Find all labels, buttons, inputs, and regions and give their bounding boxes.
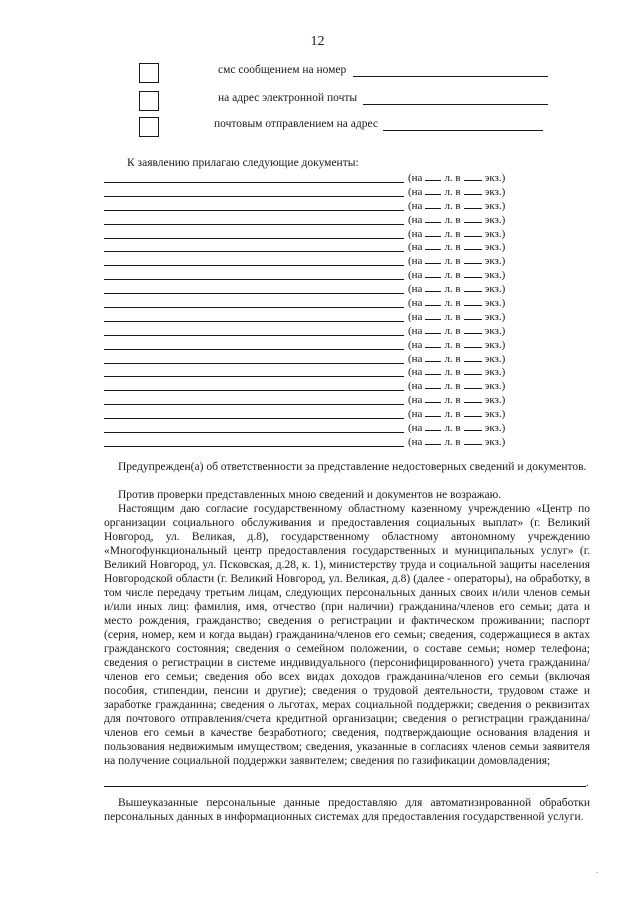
document-name-field[interactable]: [104, 393, 404, 405]
documents-list: [104, 171, 524, 449]
postal-address-field[interactable]: [383, 117, 543, 131]
document-meta: [408, 198, 505, 212]
copies-field[interactable]: [464, 253, 482, 264]
document-meta-pages: л. в: [444, 324, 461, 337]
document-meta-pages: л. в: [444, 422, 461, 435]
document-meta: [408, 267, 505, 281]
document-meta: [408, 378, 505, 392]
document-meta-open: (на: [408, 269, 423, 282]
document-meta-pages: л. в: [444, 241, 461, 254]
document-row: [104, 240, 524, 254]
document-meta-pages: л. в: [444, 352, 461, 365]
delivery-option-email: [0, 91, 635, 113]
document-meta-open: (на: [408, 366, 423, 379]
pages-field[interactable]: [425, 434, 441, 445]
document-meta: [408, 434, 505, 448]
pages-field[interactable]: [425, 226, 441, 237]
document-meta-open: (на: [408, 213, 423, 226]
document-meta-open: (на: [408, 241, 423, 254]
pages-field[interactable]: [425, 337, 441, 348]
copies-field[interactable]: [464, 239, 482, 250]
stray-mark: .: [596, 866, 598, 875]
pages-field[interactable]: [425, 364, 441, 375]
copies-field[interactable]: [464, 406, 482, 417]
document-meta-copies: экз.): [484, 324, 506, 337]
document-row: [104, 227, 524, 241]
document-meta-pages: л. в: [444, 255, 461, 268]
document-meta-pages: л. в: [444, 394, 461, 407]
document-name-field[interactable]: [104, 185, 404, 197]
copies-field[interactable]: [464, 309, 482, 320]
document-meta-copies: экз.): [484, 297, 506, 310]
document-meta: [408, 351, 505, 365]
warning-text: об ответственности за представление недостоверных сведений и документов.: [206, 461, 587, 473]
document-meta-open: (на: [408, 422, 423, 435]
pages-field[interactable]: [425, 406, 441, 417]
document-row: [104, 407, 524, 421]
document-row: [104, 393, 524, 407]
copies-field[interactable]: [464, 198, 482, 209]
document-row: [104, 199, 524, 213]
no-objection-paragraph: Против проверки представленных мною сведений и документов не возражаю.: [118, 489, 502, 501]
document-meta-copies: экз.): [484, 310, 506, 323]
document-meta: [408, 184, 505, 198]
post-label: почтовым отправлением на адрес: [214, 118, 378, 130]
sms-checkbox[interactable]: [139, 63, 159, 83]
document-meta-copies: экз.): [484, 380, 506, 393]
document-meta-open: (на: [408, 185, 423, 198]
document-meta-copies: экз.): [484, 227, 506, 240]
pages-field[interactable]: [425, 309, 441, 320]
documents-heading: К заявлению прилагаю следующие документы:: [127, 157, 359, 169]
document-name-field[interactable]: [104, 171, 404, 183]
document-name-field[interactable]: [104, 227, 404, 239]
document-meta: [408, 281, 505, 295]
document-name-field[interactable]: [104, 254, 404, 266]
document-row: [104, 213, 524, 227]
copies-field[interactable]: [464, 267, 482, 278]
document-meta-copies: экз.): [484, 366, 506, 379]
document-row: [104, 296, 524, 310]
document-meta-open: (на: [408, 435, 423, 448]
document-meta-open: (на: [408, 310, 423, 323]
document-meta: [408, 212, 505, 226]
copies-field[interactable]: [464, 226, 482, 237]
document-meta-copies: экз.): [484, 199, 506, 212]
document-name-field[interactable]: [104, 282, 404, 294]
document-meta: [408, 253, 505, 267]
document-meta: [408, 323, 505, 337]
document-meta-copies: экз.): [484, 269, 506, 282]
email-address-field[interactable]: [363, 91, 548, 105]
separator-dot: .: [586, 777, 589, 789]
pages-field[interactable]: [425, 281, 441, 292]
email-checkbox[interactable]: [139, 91, 159, 111]
document-name-field[interactable]: [104, 296, 404, 308]
document-meta-copies: экз.): [484, 338, 506, 351]
pages-field[interactable]: [425, 170, 441, 181]
document-name-field[interactable]: [104, 324, 404, 336]
document-row: [104, 324, 524, 338]
document-name-field[interactable]: [104, 338, 404, 350]
document-meta-open: (на: [408, 408, 423, 421]
automated-processing-paragraph: Вышеуказанные персональные данные предоставляю для автоматизированной обработки персональных данных в информационных системах для предоставления государственной услуги.: [104, 797, 590, 823]
document-meta-pages: л. в: [444, 185, 461, 198]
document-row: [104, 365, 524, 379]
pages-field[interactable]: [425, 184, 441, 195]
document-meta-pages: л. в: [444, 213, 461, 226]
document-meta-copies: экз.): [484, 408, 506, 421]
copies-field[interactable]: [464, 351, 482, 362]
document-row: [104, 268, 524, 282]
copies-field[interactable]: [464, 392, 482, 403]
copies-field[interactable]: [464, 295, 482, 306]
copies-field[interactable]: [464, 170, 482, 181]
document-meta-copies: экз.): [484, 352, 506, 365]
consent-paragraph: Настоящим даю согласие государственному областному казенному учреждению «Центр по организации социального обслуживания и предоставления социальных выплат» (г. Великий Новгород, ул. Великая, д.8), государственному областному автономному учреждению «Многофункциональный центр предоставления государственных и муниципальных услуг» (г. Великий Новгород, ул. Псковская, д.28, к. 1), министерству труда и социальной защиты населения Новгородской области (г. Великий Новгород, ул. Великая, д.8) (далее - операторы), на обработку, в том числе передачу третьим лицам, следующих персональных данных своих и/или членов семьи и/или иных лиц: фамилия, имя, отчество (при наличии) гражданина/членов его семьи; дата и место рождения, гражданство; сведения о регистрации и фактическом проживании; паспорт (серия, номер, кем и когда выдан) гражданина/членов его семьи; сведения, содержащиеся в актах гражданского состояния; сведения о семейном положении, о составе семьи; номер телефона; сведения о регистрации в системе индивидуального (персонифицированного) учета гражданина/членов его семьи; сведения обо всех видах доходов гражданина/членов его семьи (включая пособия, стипендии, пенсии и другие); сведения о трудовой деятельности, трудовом стаже и заработке гражданина; сведения о льготах, мерах социальной поддержки; сведения о реквизитах для почтового отправления/счета кредитной организации; сведения о регистрации гражданина/членов его семьи в качестве безработного; сведения, подтверждающие основания владения и пользования недвижимым имуществом; сведения, указанные в согласиях членов семьи заявителя на получение социальной поддержки заявителем; сведения по газификации домовладения;: [104, 503, 590, 767]
document-name-field[interactable]: [104, 213, 404, 225]
document-meta-pages: л. в: [444, 227, 461, 240]
pages-field[interactable]: [425, 267, 441, 278]
document-meta-open: (на: [408, 324, 423, 337]
document-row: [104, 338, 524, 352]
document-meta: [408, 295, 505, 309]
document-meta-pages: л. в: [444, 199, 461, 212]
document-meta-pages: л. в: [444, 269, 461, 282]
delivery-option-post: [0, 117, 635, 139]
document-meta-pages: л. в: [444, 310, 461, 323]
pages-field[interactable]: [425, 323, 441, 334]
document-name-field[interactable]: [104, 268, 404, 280]
warning-paragraph: [104, 460, 590, 474]
pages-field[interactable]: [425, 239, 441, 250]
document-row: [104, 171, 524, 185]
document-meta-copies: экз.): [484, 435, 506, 448]
document-meta-pages: л. в: [444, 172, 461, 184]
document-meta-pages: л. в: [444, 408, 461, 421]
document-meta-open: (на: [408, 199, 423, 212]
document-row: [104, 254, 524, 268]
sms-number-field[interactable]: [353, 63, 548, 77]
document-row: [104, 282, 524, 296]
document-meta-open: (на: [408, 352, 423, 365]
document-meta-copies: экз.): [484, 213, 506, 226]
email-label: на адрес электронной почты: [218, 92, 358, 104]
copies-field[interactable]: [464, 337, 482, 348]
copies-field[interactable]: [464, 420, 482, 431]
document-meta-copies: экз.): [484, 283, 506, 296]
copies-field[interactable]: [464, 323, 482, 334]
document-meta: [408, 226, 505, 240]
document-name-field[interactable]: [104, 240, 404, 252]
document-meta-pages: л. в: [444, 297, 461, 310]
document-meta-pages: л. в: [444, 366, 461, 379]
document-name-field[interactable]: [104, 435, 404, 447]
document-row: [104, 352, 524, 366]
document-name-field[interactable]: [104, 365, 404, 377]
copies-field[interactable]: [464, 281, 482, 292]
document-name-field[interactable]: [104, 310, 404, 322]
document-meta-copies: экз.): [484, 241, 506, 254]
document-name-field[interactable]: [104, 379, 404, 391]
document-row: [104, 379, 524, 393]
document-row: [104, 421, 524, 435]
pages-field[interactable]: [425, 212, 441, 223]
copies-field[interactable]: [464, 364, 482, 375]
pages-field[interactable]: [425, 392, 441, 403]
document-meta-pages: л. в: [444, 435, 461, 448]
document-name-field[interactable]: [104, 407, 404, 419]
delivery-option-sms: [0, 63, 635, 85]
document-meta-copies: экз.): [484, 172, 506, 184]
document-meta-open: (на: [408, 380, 423, 393]
document-meta-pages: л. в: [444, 283, 461, 296]
pages-field[interactable]: [425, 420, 441, 431]
sms-label: смс сообщением на номер: [218, 64, 347, 76]
warning-prefix: Предупрежден(а): [118, 461, 204, 473]
document-meta-copies: экз.): [484, 394, 506, 407]
document-meta-open: (на: [408, 227, 423, 240]
document-meta-open: (на: [408, 283, 423, 296]
document-row: [104, 435, 524, 449]
document-row: [104, 185, 524, 199]
page-number: 12: [310, 34, 325, 49]
pages-field[interactable]: [425, 378, 441, 389]
document-name-field[interactable]: [104, 352, 404, 364]
document-meta-copies: экз.): [484, 185, 506, 198]
document-meta: [408, 309, 505, 323]
document-meta-open: (на: [408, 172, 423, 184]
consent-extra-line[interactable]: [104, 786, 586, 787]
document-name-field[interactable]: [104, 421, 404, 433]
copies-field[interactable]: [464, 212, 482, 223]
document-meta: [408, 364, 505, 378]
document-meta: [408, 239, 505, 253]
copies-field[interactable]: [464, 378, 482, 389]
pages-field[interactable]: [425, 295, 441, 306]
post-checkbox[interactable]: [139, 117, 159, 137]
document-meta-copies: экз.): [484, 422, 506, 435]
document-meta-copies: экз.): [484, 255, 506, 268]
document-row: [104, 310, 524, 324]
document-meta-pages: л. в: [444, 380, 461, 393]
document-meta-open: (на: [408, 255, 423, 268]
document-meta-open: (на: [408, 338, 423, 351]
document-meta-open: (на: [408, 297, 423, 310]
document-meta-open: (на: [408, 394, 423, 407]
copies-field[interactable]: [464, 434, 482, 445]
pages-field[interactable]: [425, 198, 441, 209]
document-meta: [408, 170, 505, 184]
pages-field[interactable]: [425, 253, 441, 264]
document-meta: [408, 337, 505, 351]
pages-field[interactable]: [425, 351, 441, 362]
document-meta: [408, 392, 505, 406]
copies-field[interactable]: [464, 184, 482, 195]
document-meta-pages: л. в: [444, 338, 461, 351]
document-meta: [408, 420, 505, 434]
document-meta: [408, 406, 505, 420]
document-name-field[interactable]: [104, 199, 404, 211]
